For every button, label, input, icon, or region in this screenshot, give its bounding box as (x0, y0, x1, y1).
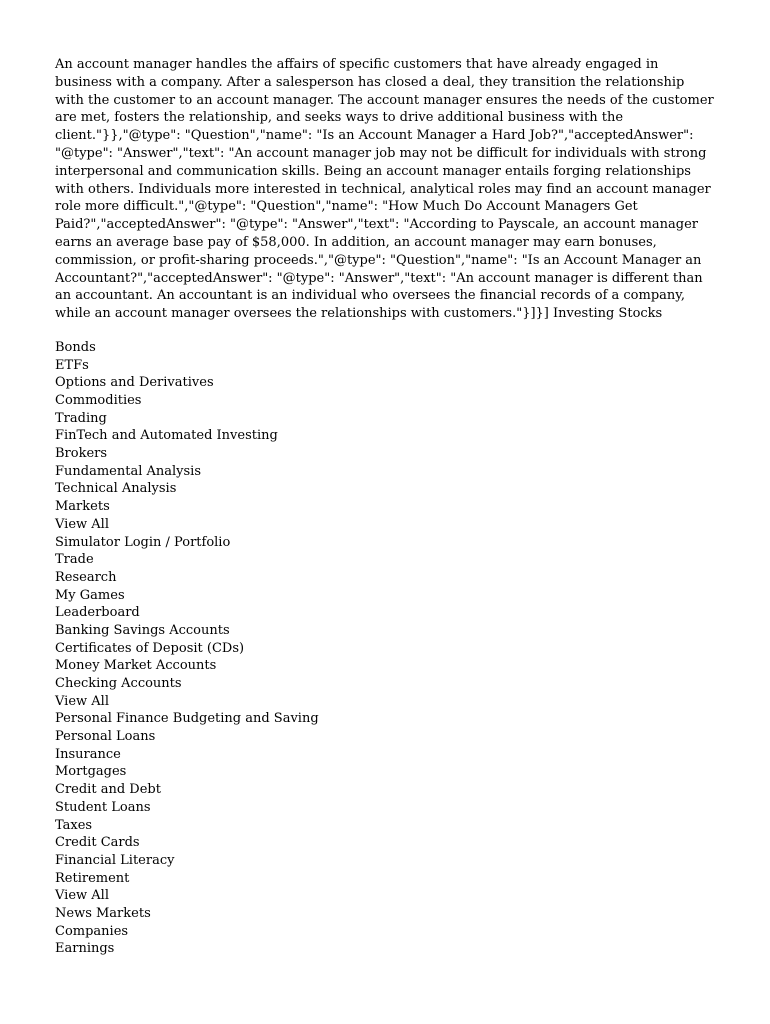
nav-item[interactable] (55, 923, 770, 941)
nav-item[interactable] (55, 852, 770, 870)
nav-link-bonds[interactable]: Bonds (55, 339, 96, 355)
nav-link-view-all-personal-finance[interactable]: View All (55, 888, 109, 904)
nav-link-leaderboard[interactable]: Leaderboard (55, 605, 140, 621)
nav-item[interactable] (55, 817, 770, 835)
nav-item[interactable] (55, 940, 770, 958)
nav-item[interactable] (55, 357, 770, 375)
nav-link-trading[interactable]: Trading (55, 410, 107, 426)
nav-link-fintech[interactable]: FinTech and Automated Investing (55, 428, 278, 444)
nav-item[interactable] (55, 657, 770, 675)
nav-link-savings-accounts[interactable]: Banking Savings Accounts (55, 622, 230, 638)
nav-item[interactable] (55, 604, 770, 622)
nav-link-my-games[interactable]: My Games (55, 587, 125, 603)
nav-item[interactable] (55, 746, 770, 764)
nav-link-earnings[interactable]: Earnings (55, 941, 115, 957)
nav-item[interactable] (55, 640, 770, 658)
nav-item[interactable] (55, 675, 770, 693)
nav-link-student-loans[interactable]: Student Loans (55, 799, 151, 815)
nav-link-etfs[interactable]: ETFs (55, 357, 89, 373)
nav-item[interactable] (55, 427, 770, 445)
nav-item[interactable] (55, 445, 770, 463)
article-paragraph: An account manager handles the affairs of specific customers that have already engaged in business with a company. After a salesperson has closed a deal, they transition the relationship with the customer to an account manager. The account manager ensures the needs of the customer are met, fosters the relationship, and seeks ways to drive additional business with the client."}},"@type": "Question","name": "Is an Account Manager a Hard Job?","acceptedAnswer": "@type": "Answer","text": "An account manager job may not be difficult for individuals with strong interpersonal and communication skills. Being an account manager entails forging relationships with others. Individuals more interested in technical, analytical roles may find an account manager role more difficult.","@type": "Question","name": "How Much Do Account Managers Get Paid?","acceptedAnswer": "@type": "Answer","text": "According to Payscale, an account manager earns an average base pay of $58,000. In addition, an account manager may earn bonuses, commission, or profit-sharing proceeds.","@type": "Question","name": "Is an Account Manager an Accountant?","acceptedAnswer": "@type": "Answer","text": "An account manager is different than an accountant. An accountant is an individual who oversees the financial records of a company, while an account manager oversees the relationships with customers."}]}] Investing Stocks (55, 57, 714, 322)
nav-link-mortgages[interactable]: Mortgages (55, 764, 127, 780)
nav-link-news-markets[interactable]: News Markets (55, 905, 151, 921)
nav-link-financial-literacy[interactable]: Financial Literacy (55, 852, 175, 868)
nav-item[interactable] (55, 728, 770, 746)
nav-link-technical-analysis[interactable]: Technical Analysis (55, 481, 177, 497)
nav-item[interactable] (55, 693, 770, 711)
nav-link-view-all-investing[interactable]: View All (55, 516, 109, 532)
nav-item[interactable] (55, 551, 770, 569)
nav-link-research[interactable]: Research (55, 569, 117, 585)
nav-item[interactable] (55, 834, 770, 852)
nav-item[interactable] (55, 799, 770, 817)
nav-link-options-and-derivatives[interactable]: Options and Derivatives (55, 375, 214, 391)
nav-list (55, 339, 770, 958)
nav-link-brokers[interactable]: Brokers (55, 446, 108, 462)
nav-item[interactable] (55, 392, 770, 410)
nav-item[interactable] (55, 516, 770, 534)
nav-item[interactable] (55, 534, 770, 552)
nav-link-money-market[interactable]: Money Market Accounts (55, 658, 217, 674)
nav-item[interactable] (55, 887, 770, 905)
nav-item[interactable] (55, 374, 770, 392)
nav-item[interactable] (55, 587, 770, 605)
nav-item[interactable] (55, 463, 770, 481)
nav-item[interactable] (55, 763, 770, 781)
nav-item[interactable] (55, 905, 770, 923)
nav-item[interactable] (55, 339, 770, 357)
nav-link-budgeting-and-saving[interactable]: Personal Finance Budgeting and Saving (55, 711, 319, 727)
nav-link-simulator-login[interactable]: Simulator Login / Portfolio (55, 534, 231, 550)
nav-link-taxes[interactable]: Taxes (55, 817, 93, 833)
nav-item[interactable] (55, 569, 770, 587)
nav-link-companies[interactable]: Companies (55, 923, 129, 939)
nav-link-commodities[interactable]: Commodities (55, 393, 142, 409)
nav-link-credit-and-debt[interactable]: Credit and Debt (55, 782, 161, 798)
nav-link-insurance[interactable]: Insurance (55, 746, 121, 762)
nav-link-retirement[interactable]: Retirement (55, 870, 130, 886)
nav-item[interactable] (55, 410, 770, 428)
nav-link-checking-accounts[interactable]: Checking Accounts (55, 676, 182, 692)
nav-item[interactable] (55, 622, 770, 640)
nav-item[interactable] (55, 498, 770, 516)
nav-item[interactable] (55, 710, 770, 728)
nav-item[interactable] (55, 870, 770, 888)
nav-link-view-all-banking[interactable]: View All (55, 693, 109, 709)
nav-item[interactable] (55, 480, 770, 498)
nav-link-cds[interactable]: Certificates of Deposit (CDs) (55, 640, 245, 656)
nav-link-fundamental-analysis[interactable]: Fundamental Analysis (55, 463, 202, 479)
nav-item[interactable] (55, 781, 770, 799)
nav-link-credit-cards[interactable]: Credit Cards (55, 835, 140, 851)
nav-link-markets[interactable]: Markets (55, 499, 110, 515)
nav-link-personal-loans[interactable]: Personal Loans (55, 729, 156, 745)
nav-link-trade[interactable]: Trade (55, 552, 94, 568)
